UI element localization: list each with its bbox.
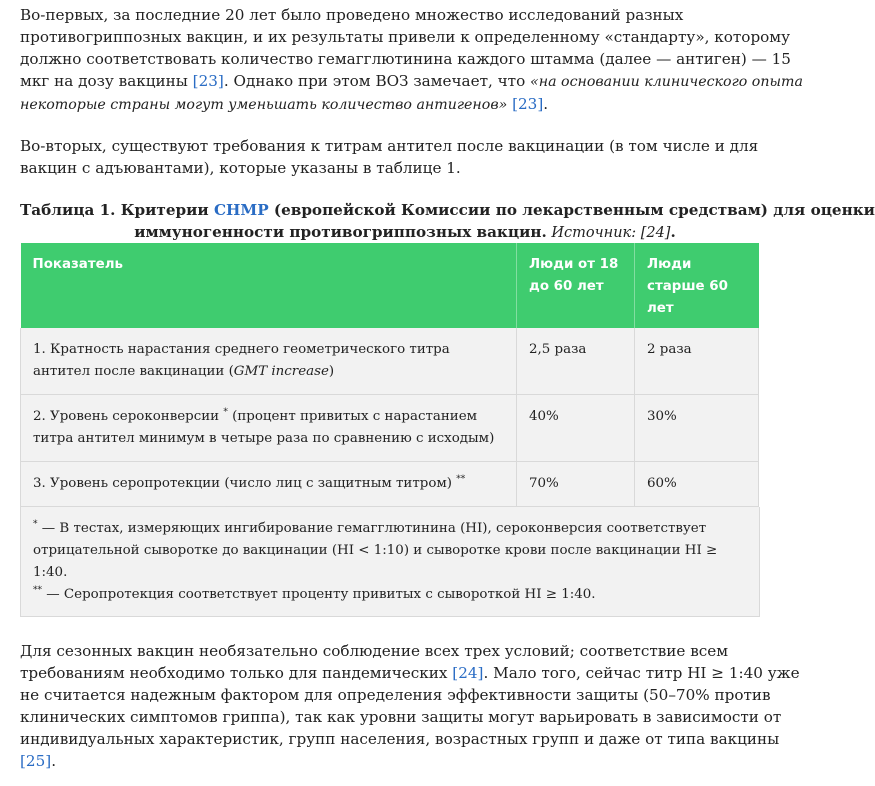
para1-text: . bbox=[543, 95, 549, 113]
header-indicator bbox=[21, 243, 517, 328]
table-row bbox=[21, 328, 759, 395]
value-elderly: 60% bbox=[635, 462, 759, 507]
header-label: старше 60 bbox=[647, 279, 728, 294]
row-label-line bbox=[33, 473, 504, 495]
para1-text: . Однако при этом ВОЗ замечает, что bbox=[223, 72, 531, 90]
para3-line bbox=[20, 750, 790, 772]
para3-line: не считается надежным фактором для определения эффективности защиты (50–70% против bbox=[20, 686, 771, 704]
para1-line: противогриппозных вакцин, и их результаты привели к определенному «стандарту», которому bbox=[20, 28, 791, 46]
who-quote: некоторые страны могут уменьшать количество антигенов» bbox=[20, 97, 508, 113]
gmt-term: GMT increase bbox=[233, 364, 329, 379]
value-adults: 70% bbox=[517, 462, 635, 507]
para1-line: должно соответствовать количество гемагглютинина каждого штамма (далее — антиген) — 15 bbox=[20, 50, 791, 68]
footnote-line bbox=[33, 584, 747, 606]
row-label-line: 1. Кратность нарастания среднего геометрического титра bbox=[33, 342, 450, 357]
paragraph-second bbox=[20, 135, 790, 179]
para1-line bbox=[20, 93, 790, 116]
criteria-table bbox=[20, 243, 758, 617]
row-label-line bbox=[33, 361, 504, 383]
para3-line: клинических симптомов гриппа), так как уровни защиты могут варьировать в зависимости от bbox=[20, 708, 782, 726]
row-label bbox=[21, 328, 517, 395]
row-label-line bbox=[33, 406, 504, 428]
header-label: Люди от 18 bbox=[529, 257, 619, 272]
caption-source: Источник: [24] bbox=[546, 225, 671, 241]
reference-link-23[interactable]: [23] bbox=[192, 72, 224, 90]
footnote-line: отрицательной сыворотке до вакцинации (HI < 1:10) и сыворотке крови после вакцинации HI ≥ bbox=[33, 543, 718, 558]
caption-line bbox=[20, 199, 875, 221]
reference-link-25[interactable]: [25] bbox=[20, 752, 52, 770]
para3-text: требованиям необходимо только для пандемических bbox=[20, 664, 453, 682]
row-label-text: ) bbox=[328, 364, 335, 379]
table-caption bbox=[20, 199, 875, 244]
value-adults: 2,5 раза bbox=[517, 328, 635, 395]
header-elderly bbox=[635, 243, 759, 328]
caption-line bbox=[20, 221, 790, 244]
row-label-text: 2. Уровень сероконверсии bbox=[33, 409, 224, 424]
caption-text: . bbox=[670, 223, 676, 241]
header-label: до 60 лет bbox=[529, 279, 604, 294]
footnote-marker: ** bbox=[33, 585, 42, 596]
footnote-marker: ** bbox=[456, 474, 466, 485]
row-label-line: титра антител минимум в четыре раза по сравнению с исходым) bbox=[33, 431, 495, 446]
value-adults: 40% bbox=[517, 395, 635, 462]
header-label: лет bbox=[647, 301, 674, 316]
row-label-text: антител после вакцинации ( bbox=[33, 364, 234, 379]
value-elderly: 2 раза bbox=[635, 328, 759, 395]
footnote-marker: * bbox=[223, 407, 228, 418]
para3-text: . bbox=[51, 752, 57, 770]
table-footnote bbox=[20, 507, 760, 617]
para2-line: вакцин с адъювантами), которые указаны в таблице 1. bbox=[20, 159, 461, 177]
footnote-line: 1:40. bbox=[33, 565, 68, 580]
para2-line: Во-вторых, существуют требования к титрам антител после вакцинации (в том числе и для bbox=[20, 137, 759, 155]
value-elderly: 30% bbox=[635, 395, 759, 462]
para3-text: . Мало того, сейчас титр HI ≥ 1:40 уже bbox=[483, 664, 800, 682]
para3-line: Для сезонных вакцин необязательно соблюдение всех трех условий; соответствие всем bbox=[20, 642, 729, 660]
row-label-text: 3. Уровень серопротекции (число лиц с защитным титром) bbox=[33, 476, 457, 491]
reference-link-23[interactable]: [23] bbox=[512, 95, 544, 113]
caption-text: иммуногенности противогриппозных вакцин. bbox=[134, 223, 547, 241]
para3-line: индивидуальных характеристик, групп населения, возрастных групп и даже от типа вакцины bbox=[20, 730, 780, 748]
paragraph-first bbox=[20, 4, 803, 116]
para1-text: мкг на дозу вакцины bbox=[20, 72, 193, 90]
reference-link-24[interactable]: [24] bbox=[452, 664, 484, 682]
para1-line: Во-первых, за последние 20 лет было проведено множество исследований разных bbox=[20, 6, 684, 24]
caption-text: Таблица 1. Критерии bbox=[20, 201, 214, 219]
table-row bbox=[21, 395, 759, 462]
caption-text: (европейской Комиссии по лекарственным средствам) для оценки bbox=[268, 201, 875, 219]
table-row bbox=[21, 462, 759, 507]
row-label bbox=[21, 395, 517, 462]
row-label-text: (процент привитых с нарастанием bbox=[227, 409, 478, 424]
footnote-text: — В тестах, измеряющих ингибирование гемагглютинина (HI), сероконверсия соответствует bbox=[37, 521, 707, 536]
header-label: Показатель bbox=[32, 257, 123, 272]
header-label: Люди bbox=[647, 257, 692, 272]
para1-line bbox=[20, 70, 803, 93]
who-quote: «на основании клинического опыта bbox=[530, 74, 803, 90]
header-adults bbox=[517, 243, 635, 328]
footnote-text: — Серопротекция соответствует проценту привитых с сывороткой HI ≥ 1:40. bbox=[42, 587, 596, 602]
para3-line bbox=[20, 662, 800, 684]
paragraph-third bbox=[20, 640, 800, 772]
footnote-marker: * bbox=[33, 519, 38, 530]
chmp-link[interactable]: CHMP bbox=[213, 201, 269, 219]
table-header-row bbox=[21, 243, 759, 328]
footnote-line bbox=[33, 518, 747, 540]
row-label bbox=[21, 462, 517, 507]
